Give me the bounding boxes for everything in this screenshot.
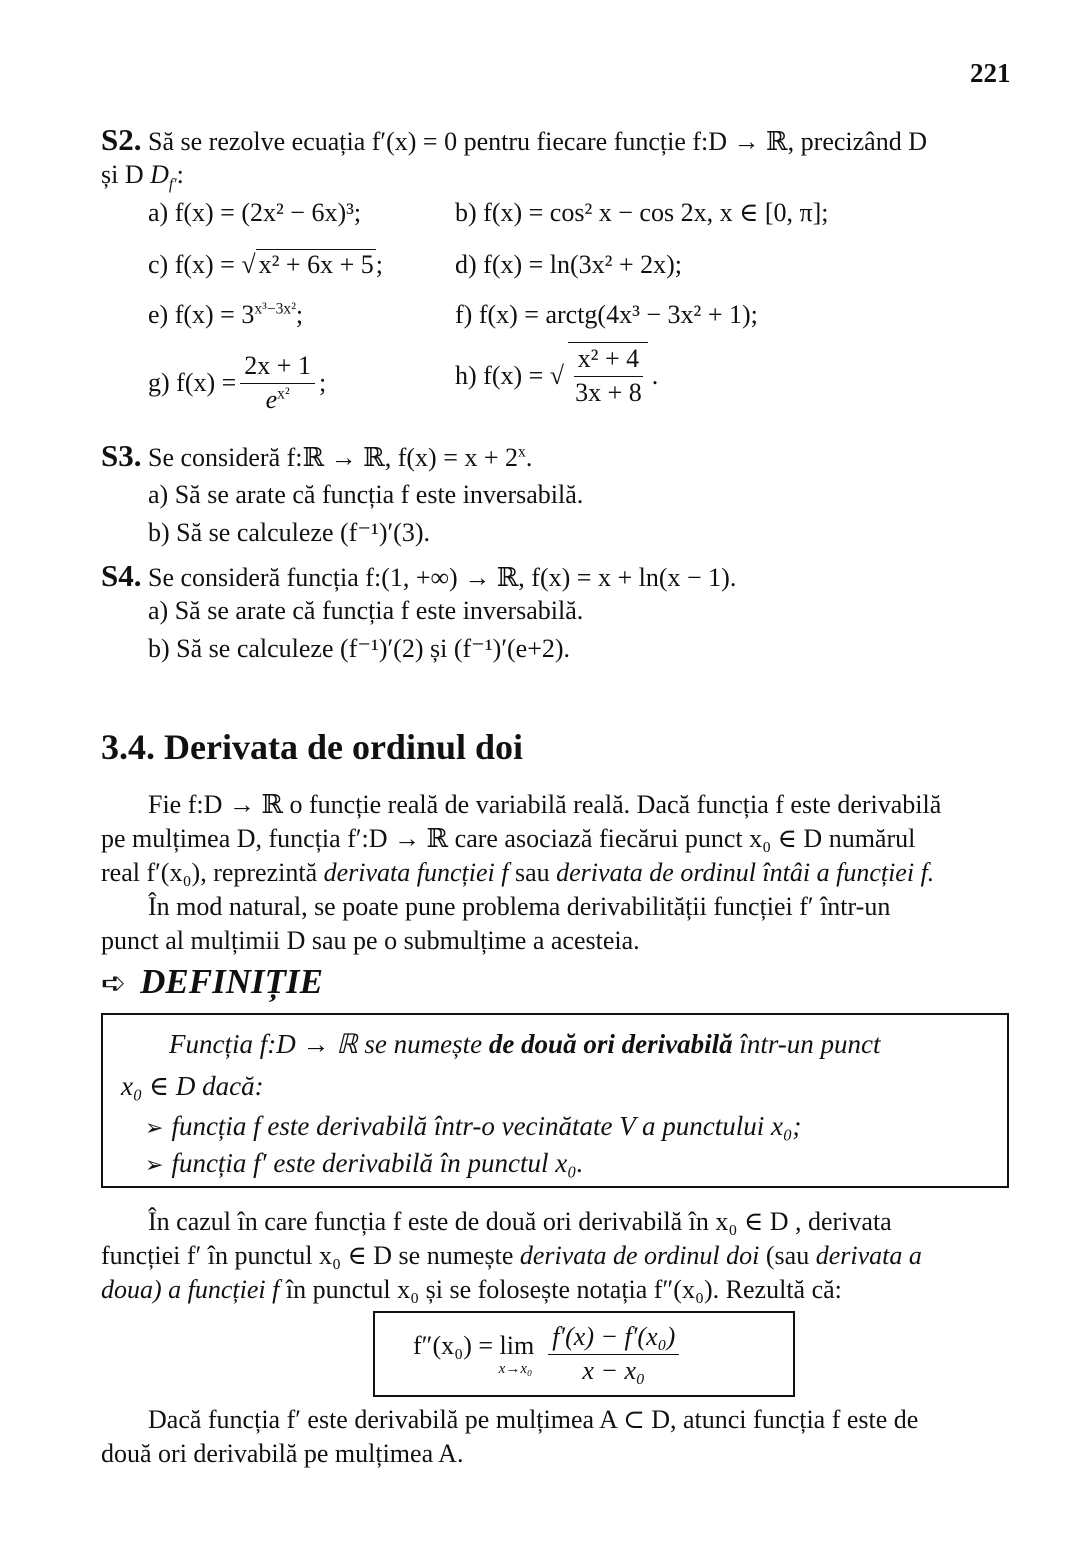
s2-intro-line2: [101, 160, 184, 194]
para3-l3c: în punctul x₀ și se folosește notația f″(x₀). Rezultă că:: [279, 1275, 842, 1304]
definition-line1: [169, 1029, 881, 1060]
definition-l1c: într-un punct: [732, 1029, 881, 1059]
para1-line2: pe mulțimea D, funcția f′:D → ℝ care asociază fiecărui punct x₀ ∈ D numărul: [101, 824, 916, 853]
definition-l1b: de două ori derivabilă: [488, 1029, 733, 1059]
para2-line2: punct al mulțimii D sau pe o submulțime a acesteia.: [101, 926, 640, 955]
s2-item-h: [455, 342, 658, 409]
s2-intro-text: Să se rezolve ecuația f′(x) = 0 pentru fiecare funcție f:D → ℝ, precizând D: [141, 127, 927, 156]
s3-label: S3.: [101, 438, 142, 473]
s4-item-a: a) Să se arate că funcția f este inversabilă.: [148, 596, 584, 625]
definition-line2: x₀ ∈ D dacă:: [121, 1071, 264, 1101]
para3-l2d: derivata a: [815, 1241, 922, 1270]
para3-l2b: derivata de ordinul doi: [519, 1241, 760, 1270]
s2-e-pre: e) f(x) = 3: [148, 300, 255, 329]
s2-item-b: b) f(x) = cos² x − cos 2x, x ∈ [0, π];: [455, 198, 829, 227]
s2-item-d: d) f(x) = ln(3x² + 2x);: [455, 250, 683, 279]
formula-denominator: x − x₀: [582, 1355, 646, 1385]
definition-box: [101, 1013, 1009, 1188]
s2-g-den-base: e: [265, 384, 278, 414]
s2-intro2-end: :: [176, 160, 184, 189]
para4-line2: două ori derivabilă pe mulțimea A.: [101, 1439, 464, 1468]
para3-l3a: doua: [101, 1275, 153, 1304]
s2-g-denominator: [262, 384, 294, 417]
s2-g-fraction: [240, 350, 315, 416]
para3-l2a: funcției f′ în punctul x₀ ∈ D se numește: [101, 1241, 520, 1270]
para3-l3b: ) a funcției f: [153, 1275, 280, 1304]
para1-l3a: real f′(x₀), reprezintă: [101, 858, 324, 887]
formula: [413, 1321, 683, 1387]
s2-h-denominator: 3x + 8: [575, 377, 642, 407]
formula-fraction: [548, 1321, 679, 1387]
s2-h-pre: h) f(x) = √: [455, 360, 565, 390]
para1-l3d: derivata de ordinul întâi a funcției f.: [556, 858, 935, 887]
s3-item-a: a) Să se arate că funcția f este inversabilă.: [148, 480, 584, 509]
definition-bullet-2: [145, 1148, 583, 1179]
paragraph-4: [101, 1403, 1013, 1471]
s2-c-end: ;: [375, 250, 383, 279]
s2-g-pre: g) f(x) =: [148, 368, 237, 397]
para1-line1: Fie f:D → ℝ o funcție reală de variabilă reală. Dacă funcția f este derivabilă: [148, 790, 942, 819]
s2-h-fraction: [568, 342, 648, 409]
definition-heading-text: DEFINIȚIE: [140, 962, 323, 1001]
para1-l3c: sau: [508, 858, 557, 887]
bullet-arrow-icon: ➢: [145, 1115, 164, 1140]
pointing-arrow-icon: ➪: [101, 967, 127, 1000]
page-number: 221: [970, 58, 1011, 88]
formula-numerator: f′(x) − f′(x₀): [548, 1321, 679, 1355]
s3-intro-text: Se consideră f:ℝ → ℝ, f(x) = x + 2: [141, 443, 519, 472]
para3-line1: În cazul în care funcția f este de două ori derivabilă în x₀ ∈ D , derivata: [148, 1207, 892, 1236]
para2-line1: În mod natural, se poate pune problema derivabilității funcției f′ într-un: [148, 892, 891, 921]
definition-bullet1-text: funcția f este derivabilă într-o vecinătate V a punctului x₀;: [171, 1111, 802, 1141]
s2-e-exponent: x³−3x²: [254, 300, 296, 318]
s3-item-b: b) Să se calculeze (f⁻¹)′(3).: [148, 518, 431, 547]
s2-item-c: [148, 250, 383, 280]
s2-c-pre: c) f(x) = √: [148, 250, 256, 279]
s2-intro2-sub: f′: [168, 176, 177, 194]
definition-bullet2-text: funcția f′ este derivabilă în punctul x₀.: [171, 1148, 584, 1178]
para3-l2c: (sau: [759, 1241, 816, 1270]
s2-g-end: ;: [318, 368, 327, 397]
para3-line3: [101, 1273, 1013, 1307]
s4-intro: [101, 558, 736, 594]
s2-intro: [101, 122, 927, 158]
formula-lhs: f″(x₀) = lim: [413, 1330, 535, 1360]
s3-intro: [101, 438, 532, 474]
paragraph-3: [101, 1205, 1013, 1307]
s4-intro-text: Se consideră funcția f:(1, +∞) → ℝ, f(x) = x + ln(x − 1).: [141, 563, 737, 592]
s2-item-g: [148, 350, 326, 416]
s2-intro2-D: D: [150, 160, 169, 189]
para4-line1: Dacă funcția f′ este derivabilă pe mulțimea A ⊂ D, atunci funcția f este de: [148, 1405, 919, 1434]
s2-item-f: f) f(x) = arctg(4x³ − 3x² + 1);: [455, 300, 758, 329]
s3-intro-end: .: [525, 443, 533, 472]
formula-limit-sub: x→x₀: [498, 1360, 533, 1377]
formula-lhs-group: [413, 1331, 534, 1378]
s4-item-b: b) Să se calculeze (f⁻¹)′(2) și (f⁻¹)′(e+2).: [148, 634, 571, 663]
s2-item-e: [148, 300, 303, 330]
bullet-arrow-icon: ➢: [145, 1152, 164, 1177]
s2-h-numerator: x² + 4: [574, 343, 643, 377]
s2-g-numerator: 2x + 1: [240, 350, 315, 384]
s2-c-radicand: x² + 6x + 5: [256, 249, 376, 279]
s2-h-end: .: [651, 360, 659, 390]
s2-item-a: a) f(x) = (2x² − 6x)³;: [148, 198, 362, 227]
para1-line3: [101, 856, 1013, 890]
definition-heading: [101, 962, 323, 1002]
s2-e-end: ;: [295, 300, 304, 329]
definition-bullet-1: [145, 1111, 801, 1142]
s2-intro2-text: și D: [101, 160, 144, 189]
s4-label: S4.: [101, 558, 142, 593]
s2-label: S2.: [101, 122, 142, 157]
s3-intro-exponent: x: [518, 443, 526, 461]
s2-g-den-exponent: x²: [277, 384, 290, 402]
section-title: 3.4. Derivata de ordinul doi: [101, 727, 524, 767]
paragraph-1: [101, 788, 1013, 958]
para3-line2: [101, 1239, 1013, 1273]
definition-l1a: Funcția f:D → ℝ se numește: [169, 1029, 489, 1059]
formula-box: [373, 1311, 795, 1397]
para1-l3b: derivata funcției f: [323, 858, 509, 887]
